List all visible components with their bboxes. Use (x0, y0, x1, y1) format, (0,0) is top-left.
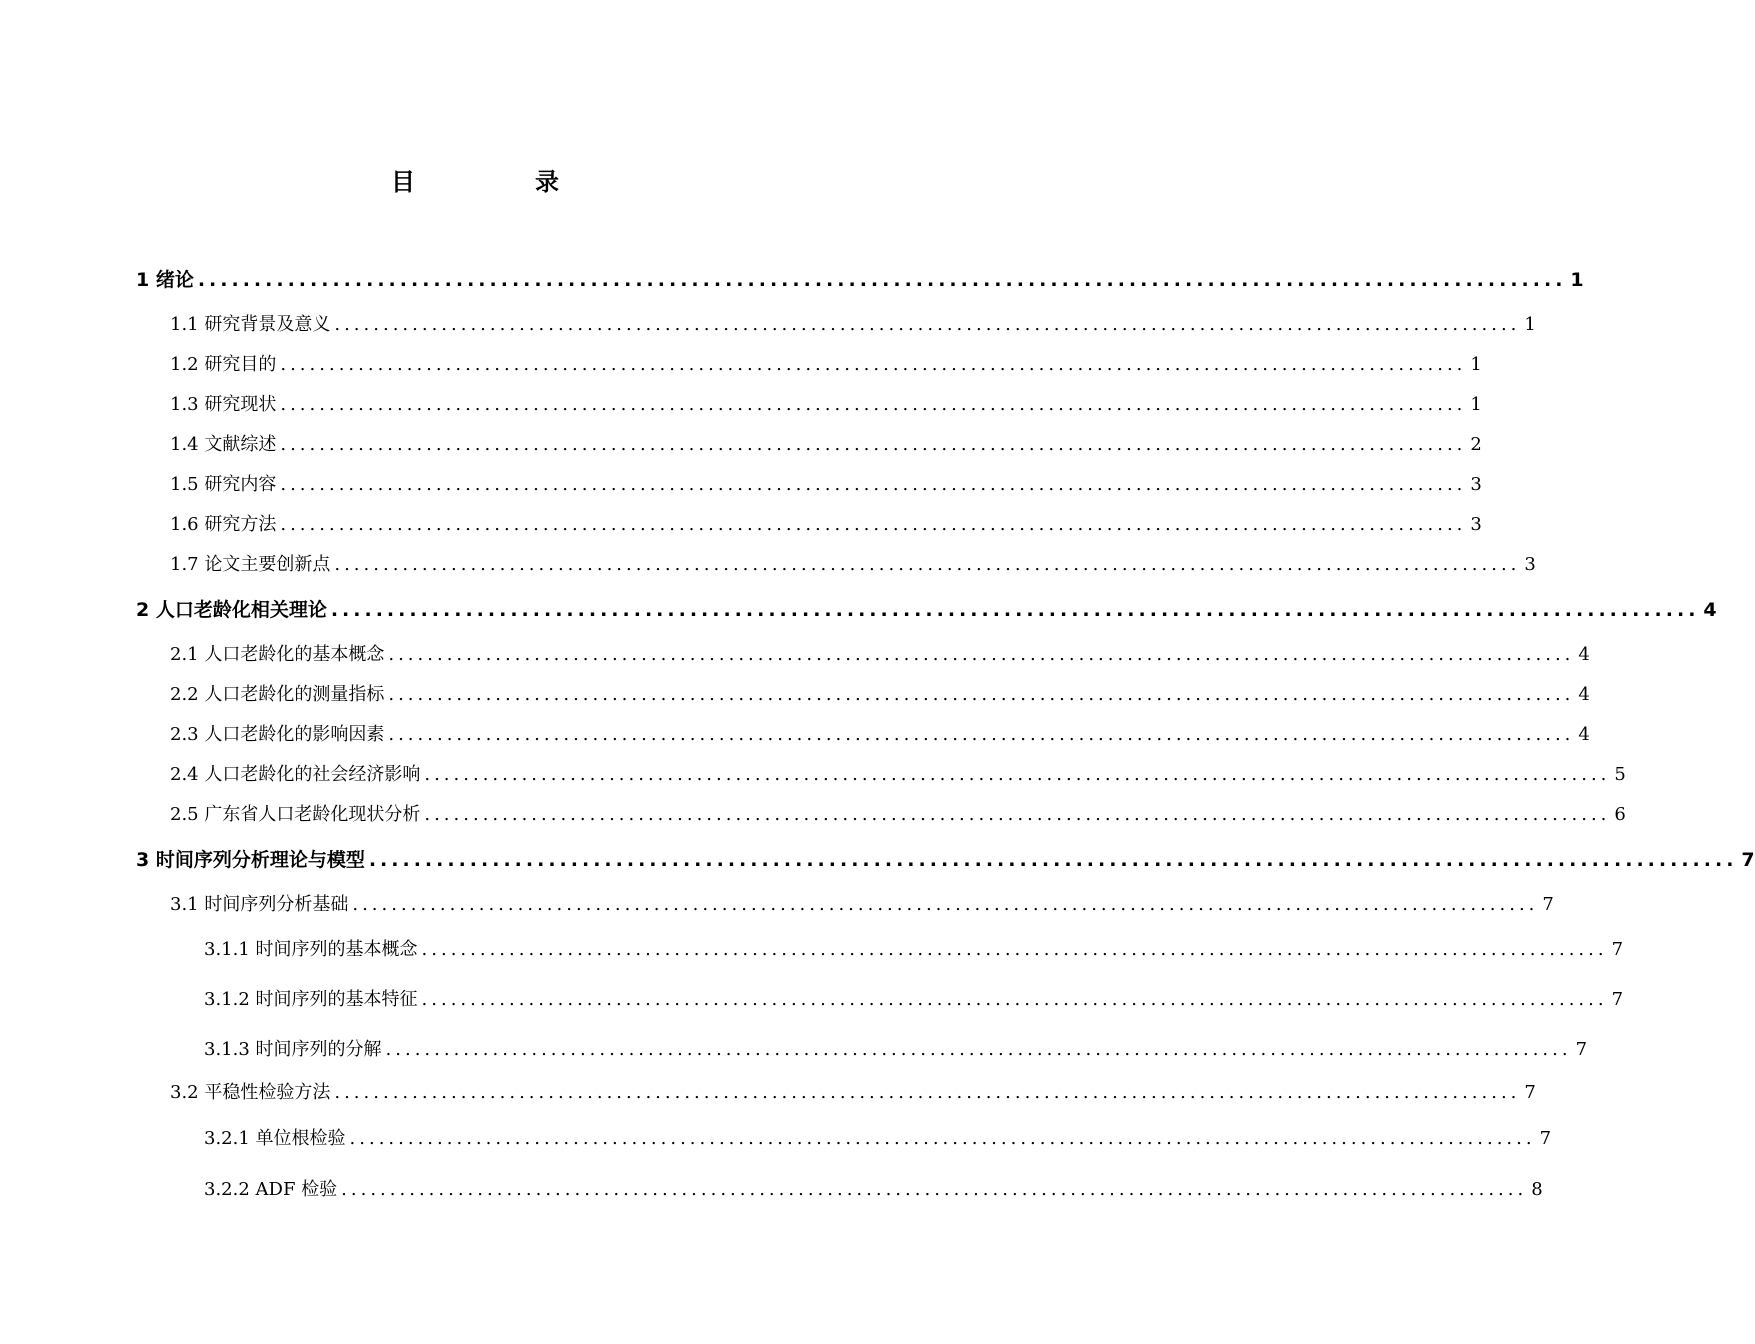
toc-leader: .......................................................................................................................... (388, 684, 1575, 705)
toc-entry-3[interactable] (136, 845, 1755, 875)
toc-page-number: 7 (1611, 989, 1624, 1010)
toc-entry-1-1[interactable] (170, 310, 1536, 340)
toc-page-number: 4 (1578, 644, 1590, 665)
toc-leader: .......................................................................................................................... (280, 354, 1467, 375)
toc-leader: .......................................................................................................................... (421, 989, 1608, 1010)
toc-leader: .......................................................................................................................... (368, 849, 1738, 871)
toc-label: 1.5 研究内容 (170, 474, 277, 495)
toc-page-number: 3 (1524, 554, 1536, 575)
toc-entry-1[interactable] (136, 265, 1584, 295)
toc-leader: .......................................................................................................................... (352, 894, 1539, 915)
toc-page-number: 3 (1470, 474, 1482, 495)
toc-label: 1 绪论 (136, 269, 194, 291)
toc-leader: .......................................................................................................................... (334, 314, 1521, 335)
toc-label: 2.3 人口老龄化的影响因素 (170, 724, 385, 745)
toc-page-number: 3 (1470, 514, 1482, 535)
toc-page-number: 1 (1570, 269, 1584, 291)
toc-leader: .......................................................................................................................... (280, 434, 1467, 455)
toc-entry-3-1-2[interactable] (204, 985, 1624, 1015)
toc-label: 1.2 研究目的 (170, 354, 277, 375)
toc-leader: .......................................................................................................................... (334, 1082, 1521, 1103)
toc-label: 1.3 研究现状 (170, 394, 277, 415)
toc-page-number: 4 (1703, 599, 1717, 621)
toc-label: 3.2 平稳性检验方法 (170, 1082, 331, 1103)
toc-entry-3-2-2[interactable] (204, 1175, 1543, 1205)
toc-leader: .......................................................................................................................... (385, 1039, 1572, 1060)
toc-label: 2 人口老龄化相关理论 (136, 599, 327, 621)
page-title: 目 录 (391, 168, 607, 196)
toc-entry-1-6[interactable] (170, 510, 1482, 540)
toc-label: 2.2 人口老龄化的测量指标 (170, 684, 385, 705)
toc-page-number: 7 (1741, 849, 1755, 871)
toc-entry-2-2[interactable] (170, 680, 1590, 710)
toc-page-number: 7 (1539, 1128, 1552, 1149)
toc-label: 1.1 研究背景及意义 (170, 314, 331, 335)
toc-page-number: 7 (1542, 894, 1554, 915)
toc-page-number: 6 (1614, 804, 1626, 825)
toc-label: 2.1 人口老龄化的基本概念 (170, 644, 385, 665)
toc-page-number: 7 (1575, 1039, 1588, 1060)
toc-entry-2-5[interactable] (170, 800, 1626, 830)
toc-leader: .......................................................................................................................... (388, 724, 1575, 745)
toc-label: 3.1.1 时间序列的基本概念 (204, 939, 418, 960)
toc-page-number: 1 (1524, 314, 1536, 335)
toc-entry-2-4[interactable] (170, 760, 1626, 790)
toc-label: 3.2.2 ADF 检验 (204, 1179, 338, 1200)
toc-entry-2[interactable] (136, 595, 1717, 625)
toc-leader: .......................................................................................................................... (280, 514, 1467, 535)
toc-page-number: 4 (1578, 684, 1590, 705)
toc-entry-3-1-3[interactable] (204, 1035, 1588, 1065)
toc-leader: .......................................................................................................................... (421, 939, 1608, 960)
toc-label: 3 时间序列分析理论与模型 (136, 849, 365, 871)
toc-label: 1.6 研究方法 (170, 514, 277, 535)
toc-label: 3.1.3 时间序列的分解 (204, 1039, 382, 1060)
toc-leader: .......................................................................................................................... (280, 474, 1467, 495)
toc-entry-1-3[interactable] (170, 390, 1482, 420)
toc-label: 1.4 文献综述 (170, 434, 277, 455)
toc-page-number: 4 (1578, 724, 1590, 745)
toc-leader: .......................................................................................................................... (341, 1179, 1528, 1200)
toc-leader: .......................................................................................................................... (330, 599, 1700, 621)
toc-leader: .......................................................................................................................... (280, 394, 1467, 415)
toc-leader: .......................................................................................................................... (424, 804, 1611, 825)
toc-label: 2.5 广东省人口老龄化现状分析 (170, 804, 421, 825)
toc-entry-3-2-1[interactable] (204, 1124, 1552, 1154)
toc-label: 1.7 论文主要创新点 (170, 554, 331, 575)
toc-page-number: 1 (1470, 394, 1482, 415)
toc-entry-3-1[interactable] (170, 890, 1554, 920)
toc-page-number: 7 (1611, 939, 1624, 960)
toc-label: 2.4 人口老龄化的社会经济影响 (170, 764, 421, 785)
toc-entry-1-5[interactable] (170, 470, 1482, 500)
toc-page-number: 7 (1524, 1082, 1536, 1103)
toc-label: 3.1.2 时间序列的基本特征 (204, 989, 418, 1010)
toc-page-number: 2 (1470, 434, 1482, 455)
toc-leader: .......................................................................................................................... (349, 1128, 1536, 1149)
toc-label: 3.2.1 单位根检验 (204, 1128, 346, 1149)
toc-entry-2-1[interactable] (170, 640, 1590, 670)
toc-entry-3-2[interactable] (170, 1078, 1536, 1108)
toc-page-number: 8 (1531, 1179, 1543, 1200)
toc-entry-3-1-1[interactable] (204, 935, 1624, 965)
toc-page-number: 5 (1614, 764, 1626, 785)
toc-entry-1-7[interactable] (170, 550, 1536, 580)
toc-page-number: 1 (1470, 354, 1482, 375)
toc-leader: .......................................................................................................................... (388, 644, 1575, 665)
toc-entry-1-4[interactable] (170, 430, 1482, 460)
toc-entry-1-2[interactable] (170, 350, 1482, 380)
toc-leader: .......................................................................................................................... (334, 554, 1521, 575)
toc-label: 3.1 时间序列分析基础 (170, 894, 349, 915)
toc-leader: .......................................................................................................................... (197, 269, 1567, 291)
toc-leader: .......................................................................................................................... (424, 764, 1611, 785)
toc-entry-2-3[interactable] (170, 720, 1590, 750)
